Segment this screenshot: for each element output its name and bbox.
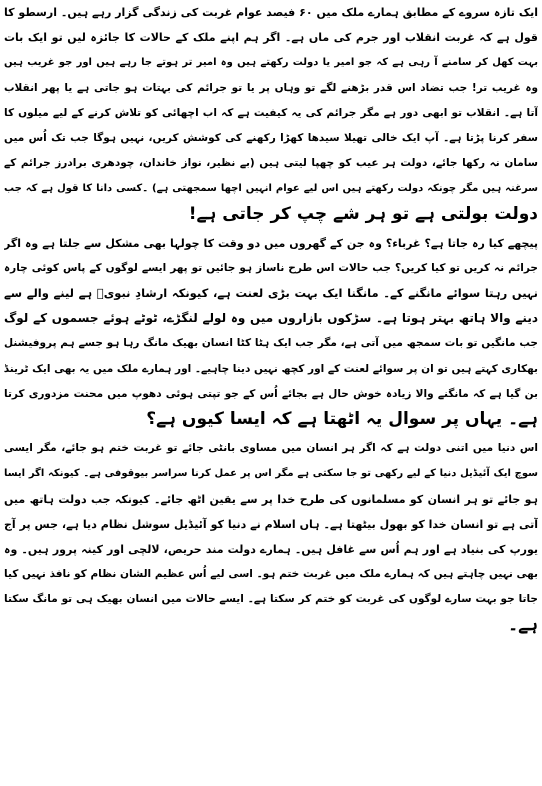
text-line: سفر کرنا پڑتا ہے۔ آپ ایک خالی تھیلا سیدھا کھڑا رکھنے کی کوشش کریں، نہیں ہوگا جب تک اُس میں <box>4 131 538 144</box>
text-line: دینے والا ہاتھ بہتر ہوتا ہے۔ سڑکوں بازاروں میں وہ لولے لنگڑے، ٹوٹے ہوئے جسموں کے لوگ <box>4 311 538 326</box>
text-line: جاتا جو بہت سارے لوگوں کی غربت کو ختم کر سکتا ہے۔ ایسے حالات میں انسان بھیک ہی تو مانگ سکتا <box>4 593 538 606</box>
text-line: سوچ ایک آئیڈیل دنیا کے لیے رکھی تو جا سکتی ہے مگر اس پر عمل کرنا سراسر بیوقوفی ہے۔ کیونکہ اگر ایسا <box>4 468 538 480</box>
text-line: آتا ہے۔ انقلاب تو ابھی دور ہے مگر جرائم کی یہ کیفیت ہے کہ اب اچھائی کو تلاش کرنے کے لیے میلوں کا <box>4 106 538 119</box>
text-line: جب مانگیں تو بات سمجھ میں آتی ہے، مگر جب ایک ہٹا کٹا انسان بھیک مانگ رہا ہو جسے ہم پروفیشنل <box>4 337 538 350</box>
text-line: بھکاری کہتے ہیں تو ان پر سوائے لعنت کے اور کچھ نہیں دینا چاہیے۔ اور ہمارے ملک میں یہ بھی ایک ٹرینڈ <box>4 362 538 375</box>
text-line: ہے۔ یہاں پر سوال یہ اٹھتا ہے کہ ایسا کیوں ہے؟ <box>146 409 538 429</box>
text-line: سرغنہ ہیں مگر چونکہ دولت رکھتے ہیں اس لیے عوام انہیں اچھا سمجھتی ہے) ۔کسی دانا کا قول ہے کہ جب <box>4 183 538 195</box>
text-line: بھی نہیں چاہتے ہیں کہ ہمارے ملک میں غربت ختم ہو۔ اسی لیے اُس عظیم الشان نظام کو نافذ نہیں کیا <box>4 568 538 581</box>
text-line: وہ غریب تر! جب تضاد اس قدر بڑھنے لگے تو وہاں پر یا تو جرائم کی بہتات ہو جاتی ہے یا پھر انقلاب <box>4 81 538 94</box>
text-line: آتی ہے تو انسان خدا کو بھول بیٹھتا ہے۔ ہاں اسلام نے دنیا کو آئیڈیل سوشل نظام دیا ہے، جس پر آج <box>4 517 538 531</box>
text-line: اس دنیا میں اتنی دولت ہے کہ اگر ہر انسان میں مساوی بانٹی جائے تو غربت ختم ہو جائے، مگر ایسی <box>4 442 538 455</box>
text-line: بن گیا ہے کہ مانگنے والا زیادہ خوش حال ہے بجائے اُس کے جو تپتی ہوئی دھوپ میں محنت مزدوری کرتا <box>4 387 538 400</box>
paragraph <box>4 231 538 433</box>
text-line: نہیں رہتا سوائے مانگنے کے۔ مانگنا ایک بہت بڑی لعنت ہے، کیونکہ ارشادِ نبویؐ ہے لینے والے سے <box>4 286 538 301</box>
document-page <box>4 0 538 786</box>
paragraph <box>4 436 538 638</box>
text-line: ہو جائے تو ہر انسان کو مسلمانوں کی طرح خدا پر سے یقین اٹھ جائے۔ کیونکہ جب دولت ہاتھ میں <box>4 492 538 506</box>
text-line: بہت کھل کر سامنے آ رہی ہے کہ جو امیر یا دولت رکھتے ہیں وہ امیر تر ہوتے جا رہے ہیں اور جو غریب ہیں <box>4 57 538 69</box>
text-line: قول ہے کہ غربت انقلاب اور جرم کی ماں ہے۔ اگر ہم اپنے ملک کے حالات کا جائزہ لیں تو ایک بات <box>4 31 538 45</box>
article-body <box>4 0 538 638</box>
text-line: یورپ کی بنیاد ہے اور ہم اُس سے غافل ہیں۔ ہمارے دولت مند حریص، لالچی اور کینہ پرور ہیں۔ وہ <box>4 542 538 556</box>
text-line: ہے۔ <box>508 614 538 635</box>
text-line: جرائم نہ کریں تو کیا کریں؟ جب حالات اس طرح ناساز ہو جائیں تو پھر ایسے لوگوں کے پاس کوئی چارہ <box>4 261 538 274</box>
text-line: پیچھے کیا رہ جاتا ہے؟ غرباء؟ وہ جن کے گھروں میں دو وقت کا چولہا بھی مشکل سے جلتا ہے وہ اگر <box>4 236 538 250</box>
text-line: دولت بولتی ہے تو ہر شے چپ کر جاتی ہے! <box>188 203 538 224</box>
paragraph <box>4 0 538 227</box>
text-line: سامان نہ رکھا جائے، دولت ہر عیب کو چھپا لیتی ہیں (بے نظیر، نواز خاندان، چودھری برادرز جرائم کے <box>4 157 538 170</box>
text-line: ایک تازہ سروے کے مطابق ہمارے ملک میں ۶۰ فیصد عوام غربت کی زندگی گزار رہے ہیں۔ ارسطو کا <box>4 6 538 19</box>
